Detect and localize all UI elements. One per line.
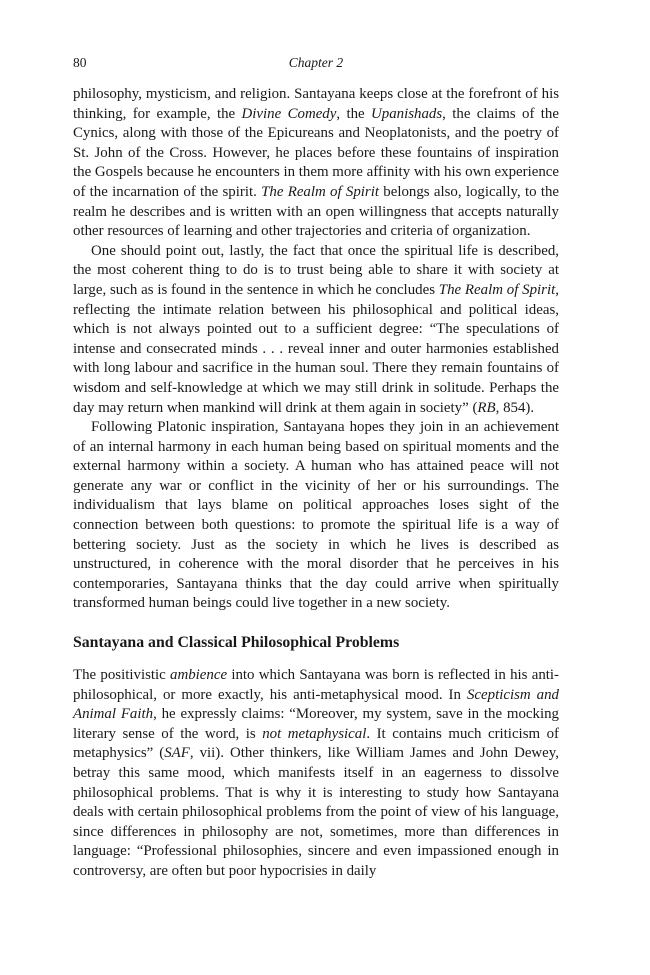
paragraph-1 xyxy=(73,85,559,242)
italic-title: Scepticism and Animal Faith xyxy=(73,686,559,723)
text-run: , reflecting the intimate relation between his philosophical and political ideas, which is not always pointed out to a sufficient degree: “The speculations of intense and consecrated minds . . . reveal inner and outer harmonies established with long labour and sacrifice in the human soul. There they remain fountains of wisdom and self-knowledge at which we may still drink in solitude. Perhaps the day may return when mankind will drink at them again in society” ( xyxy=(73,281,559,416)
paragraph-4 xyxy=(73,666,559,882)
body-text xyxy=(73,85,559,882)
italic-word: ambience xyxy=(170,667,228,684)
section-heading: Santayana and Classical Philosophical Problems xyxy=(73,634,400,652)
italic-phrase: not metaphysical xyxy=(262,725,367,742)
text-run: , he expressly claims: “Moreover, my system, save in the mocking literary sense of the word, is xyxy=(73,706,559,742)
chapter-label: Chapter 2 xyxy=(288,55,344,70)
paragraph-3 xyxy=(73,418,559,614)
paragraph-2 xyxy=(73,242,559,418)
italic-title: Divine Comedy xyxy=(241,105,337,122)
text-run: , 854). xyxy=(495,399,535,416)
text-run: . It contains much criticism of metaphysics” ( xyxy=(73,725,559,762)
page-number: 80 xyxy=(73,55,87,70)
italic-title: The Realm of Spirit xyxy=(438,281,556,298)
running-head xyxy=(73,55,559,77)
text-run: The positivistic xyxy=(73,667,171,684)
text-run: into which Santayana was born is reflected in his anti-philosophical, or more exactly, his anti-metaphysical mood. In xyxy=(73,667,560,703)
italic-abbreviation: SAF xyxy=(164,745,190,762)
text-run: philosophy, mysticism, and religion. Santayana keeps close at the forefront of his thinking, for example, the xyxy=(73,86,559,122)
italic-title: The Realm of Spirit xyxy=(261,183,379,200)
text-run: , the xyxy=(336,105,372,122)
text-run: Following Platonic inspiration, Santayana hopes they join in an achievement of an internal harmony in each human being based on spiritual moments and the external harmony within a society. A human who has attained peace will not generate any war or conflict in the vicinity of her or his surroundings. The individualism that lays blame on political approaches loses sight of the connection between both questions: to promote the spiritual life is a way of bettering society. Just as the society in which he lives is described as unstructured, in coherence with the moral disorder that he perceives in his contemporaries, Santayana thinks that the day could arrive when spiritually transformed human beings could live together in a new society. xyxy=(73,419,559,612)
italic-title: Upanishads xyxy=(371,105,443,122)
book-page xyxy=(73,55,559,882)
italic-abbreviation: RB xyxy=(477,399,496,416)
text-run: belongs also, logically, to the realm he describes and is written with an open willingness that accepts naturally other resources of learning and other trajectories and criteria of organization. xyxy=(73,183,560,240)
text-run: , the claims of the Cynics, along with those of the Epicureans and Neoplatonists, and the poetry of St. John of the Cross. However, he places before these fountains of inspiration the Gospels because he encounters in them more affinity with his own experience of the incarnation of the spirit. xyxy=(73,105,560,200)
text-run: , vii). Other thinkers, like William James and John Dewey, betray this same mood, which manifests itself in an eagerness to dissolve philosophical problems. That is why it is interesting to study how Santayana deals with certain philosophical problems from the point of view of his language, since differences in philosophy are not, sometimes, more than differences in language: “Professional philosophies, sincere and even impassioned enough in controversy, are often but poor hypocrisies in daily xyxy=(73,745,559,879)
text-run: One should point out, lastly, the fact that once the spiritual life is described, the most coherent thing to do is to trust being able to share it with society at large, such as is found in the sentence in which he concludes xyxy=(73,242,559,298)
